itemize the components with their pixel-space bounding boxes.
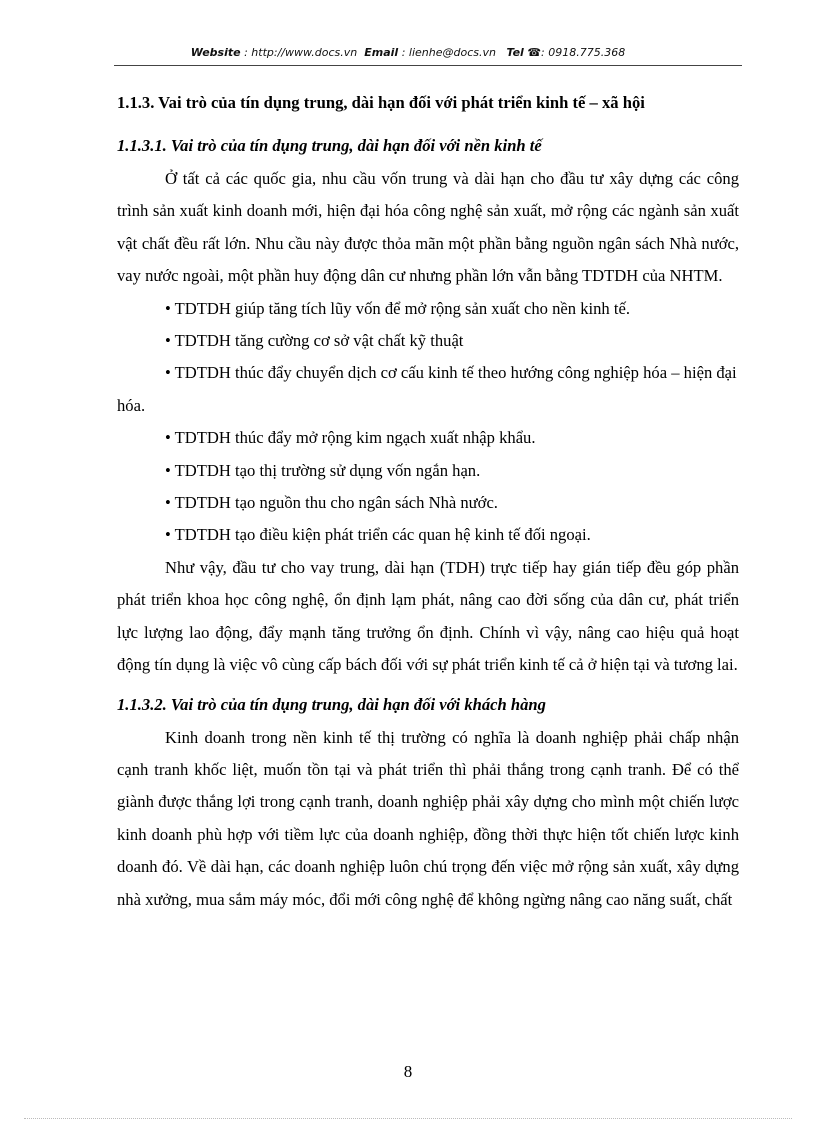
subsection-heading-1: 1.1.3.1. Vai trò của tín dụng trung, dài hạn đối với nền kinh tế: [117, 136, 542, 155]
bullet-item: • TDTDH giúp tăng tích lũy vốn để mở rộng sản xuất cho nền kinh tế.: [165, 298, 630, 318]
conclusion-paragraph: Như vậy, đầu tư cho vay trung, dài hạn (TDH) trực tiếp hay gián tiếp đều góp phần phát triển khoa học công nghệ, ổn định lạm phát, nâng cao đời sống của dân cư, phát triển lực lượng lao động, đẩy mạnh tăng trưởng ổn định. Chính vì vậy, nâng cao hiệu quả hoạt động tín dụng là việc vô cùng cấp bách đối với sự phát triển kinh tế cả ở hiện tại và tương lai.: [117, 557, 739, 675]
section-heading: 1.1.3. Vai trò của tín dụng trung, dài hạn đối với phát triển kinh tế – xã hội: [117, 93, 645, 112]
website-label: Website: [190, 46, 241, 59]
tel-value: : 0918.775.368: [541, 46, 626, 59]
phone-icon: ☎: [527, 46, 542, 59]
bullet-item: • TDTDH tạo nguồn thu cho ngân sách Nhà nước.: [165, 493, 498, 513]
tel-label: Tel: [506, 46, 524, 59]
bullet-item: • TDTDH tạo điều kiện phát triển các quan hệ kinh tế đối ngoại.: [165, 525, 591, 545]
header-divider: [114, 65, 742, 66]
page-number: 8: [403, 1062, 413, 1081]
footer-divider: [24, 1118, 792, 1119]
bullet-item: • TDTDH tạo thị trường sử dụng vốn ngắn hạn.: [165, 460, 481, 480]
customer-paragraph: Kinh doanh trong nền kinh tế thị trường có nghĩa là doanh nghiệp phải chấp nhận cạnh tranh khốc liệt, muốn tồn tại và phát triển thì phải thắng trong cạnh tranh. Để có thể giành được thắng lợi trong cạnh tranh, doanh nghiệp phải xây dựng cho mình một chiến lược kinh doanh phù hợp với tiềm lực của doanh nghiệp, đồng thời thực hiện tốt chiến lược kinh doanh đó. Về dài hạn, các doanh nghiệp luôn chú trọng đến việc mở rộng sản xuất, xây dựng nhà xưởng, mua sắm máy móc, đổi mới công nghệ để không ngừng nâng cao năng suất, chất: [117, 727, 739, 909]
bullet-item: • TDTDH tăng cường cơ sở vật chất kỹ thuật: [165, 331, 464, 351]
bullet-item: • TDTDH thúc đẩy chuyển dịch cơ cấu kinh tế theo hướng công nghiệp hóa – hiện đại hóa.: [117, 363, 737, 415]
email-label: Email: [364, 46, 399, 59]
document-body: [117, 89, 739, 916]
page-header: [0, 46, 816, 59]
subsection-heading-2: 1.1.3.2. Vai trò của tín dụng trung, dài hạn đối với khách hàng: [117, 694, 546, 714]
email-value[interactable]: : lienhe@docs.vn: [401, 46, 496, 59]
intro-paragraph: Ở tất cả các quốc gia, nhu cầu vốn trung và dài hạn cho đầu tư xây dựng các công trình sản xuất kinh doanh mới, hiện đại hóa công nghệ sản xuất, mở rộng các ngành sản xuất vật chất đều rất lớn. Nhu cầu này được thỏa mãn một phần bằng nguồn ngân sách Nhà nước, vay nước ngoài, một phần huy động dân cư nhưng phần lớn vẫn bằng TDTDH của NHTM.: [117, 169, 739, 286]
website-value[interactable]: : http://www.docs.vn: [244, 46, 358, 59]
bullet-item: • TDTDH thúc đẩy mở rộng kim ngạch xuất nhập khẩu.: [165, 428, 536, 448]
